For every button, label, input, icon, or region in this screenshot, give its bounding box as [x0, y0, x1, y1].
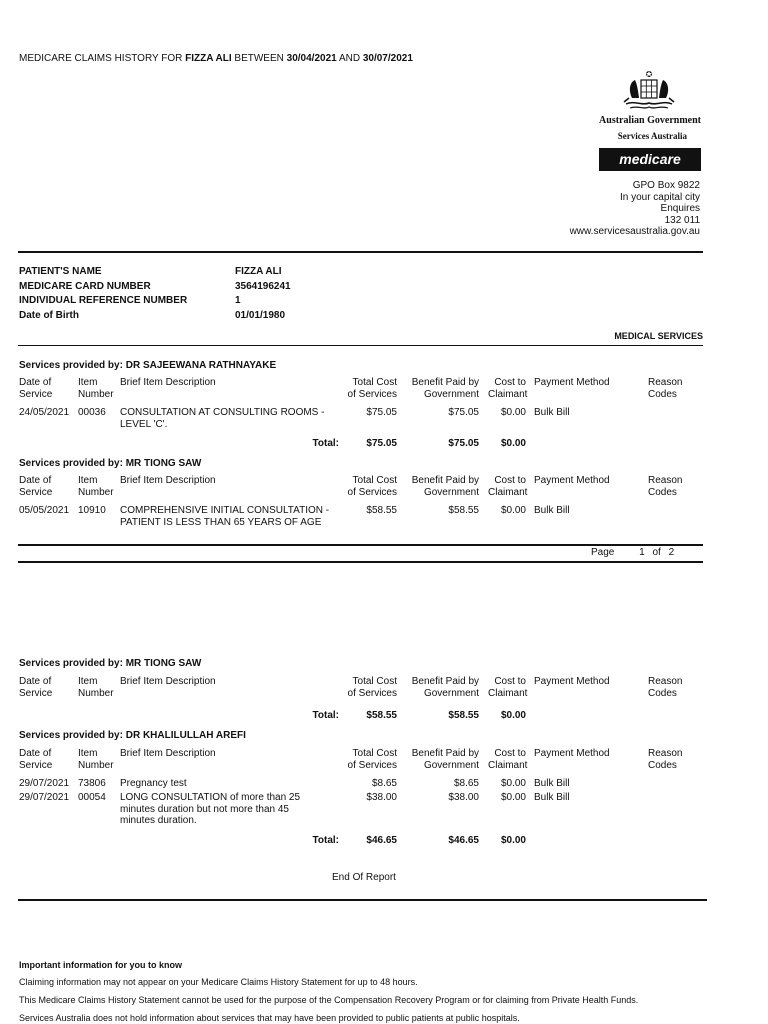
col-header-benefit: Benefit Paid by Government	[411, 377, 479, 400]
page-total: 2	[668, 547, 675, 558]
total-cost: $46.65	[366, 835, 397, 846]
col-header-item: Item Number	[78, 377, 114, 400]
row-payment: Bulk Bill	[534, 407, 570, 418]
total-benefit: $58.55	[448, 710, 479, 721]
row-claimant: $0.00	[500, 505, 526, 516]
row-benefit: $8.65	[453, 778, 479, 789]
divider	[18, 899, 707, 901]
row-item: 10910	[78, 505, 106, 516]
col-header-total-cost: Total Cost of Services	[347, 475, 397, 498]
agency-website: www.servicesaustralia.gov.au	[569, 226, 700, 237]
total-label: Total:	[312, 710, 339, 721]
divider	[18, 561, 703, 563]
row-description: LONG CONSULTATION of more than 25 minutes duration but not more than 45 minutes duration.	[120, 792, 301, 826]
row-date: 05/05/2021	[19, 505, 70, 516]
total-claimant: $0.00	[500, 438, 526, 449]
col-header-description: Brief Item Description	[120, 475, 216, 486]
row-claimant: $0.00	[500, 778, 526, 789]
total-label: Total:	[312, 438, 339, 449]
col-header-date: Date of Service	[19, 475, 53, 498]
section-title: MEDICAL SERVICES	[614, 331, 703, 341]
end-of-report: End Of Report	[332, 872, 396, 883]
coat-of-arms-icon	[620, 68, 678, 112]
col-header-payment: Payment Method	[534, 676, 610, 687]
report-start-date: 30/04/2021	[286, 53, 337, 64]
total-benefit: $46.65	[448, 835, 479, 846]
col-header-date: Date of Service	[19, 676, 53, 699]
total-cost: $75.05	[366, 438, 397, 449]
provider-heading: Services provided by: MR TIONG SAW	[19, 458, 202, 469]
col-header-total-cost: Total Cost of Services	[347, 676, 397, 699]
page-current: 1	[639, 547, 645, 558]
agency-address: GPO Box 9822 In your capital city Enquires 132 011 www.servicesaustralia.gov.au	[540, 180, 700, 238]
col-header-item: Item Number	[78, 676, 114, 699]
total-label: Total:	[312, 835, 339, 846]
col-header-benefit: Benefit Paid by Government	[411, 748, 479, 771]
row-total-cost: $75.05	[366, 407, 397, 418]
row-item: 00054	[78, 792, 106, 803]
total-cost: $58.55	[366, 710, 397, 721]
row-description: Pregnancy test	[120, 778, 187, 789]
col-header-claimant: Cost to Claimant	[488, 748, 528, 771]
row-total-cost: $8.65	[371, 778, 397, 789]
report-title: MEDICARE CLAIMS HISTORY FOR FIZZA ALI BETWEEN 30/04/2021 AND 30/07/2021	[19, 53, 413, 64]
total-claimant: $0.00	[500, 710, 526, 721]
row-date: 29/07/2021	[19, 778, 70, 789]
row-claimant: $0.00	[500, 407, 526, 418]
col-header-item: Item Number	[78, 748, 114, 771]
row-claimant: $0.00	[500, 792, 526, 803]
col-header-reason: Reason Codes	[648, 748, 683, 771]
col-header-date: Date of Service	[19, 748, 53, 771]
col-header-date: Date of Service	[19, 377, 53, 400]
col-header-reason: Reason Codes	[648, 475, 683, 498]
department-label: Services Australia	[617, 131, 687, 141]
row-date: 29/07/2021	[19, 792, 70, 803]
row-benefit: $38.00	[448, 792, 479, 803]
row-payment: Bulk Bill	[534, 505, 570, 516]
col-header-description: Brief Item Description	[120, 676, 216, 687]
row-description: COMPREHENSIVE INITIAL CONSULTATION - PATIENT IS LESS THAN 65 YEARS OF AGE	[120, 505, 330, 528]
divider	[18, 345, 703, 346]
row-benefit: $75.05	[448, 407, 479, 418]
col-header-payment: Payment Method	[534, 748, 610, 759]
row-total-cost: $58.55	[366, 505, 397, 516]
col-header-benefit: Benefit Paid by Government	[411, 676, 479, 699]
medicare-logo: medicare	[599, 148, 701, 171]
provider-heading: Services provided by: DR SAJEEWANA RATHNAYAKE	[19, 360, 277, 371]
col-header-reason: Reason Codes	[648, 676, 683, 699]
col-header-claimant: Cost to Claimant	[488, 377, 528, 400]
row-total-cost: $38.00	[366, 792, 397, 803]
col-header-item: Item Number	[78, 475, 114, 498]
individual-reference-number: 1	[235, 295, 241, 306]
row-payment: Bulk Bill	[534, 792, 570, 803]
divider	[18, 544, 703, 546]
row-date: 24/05/2021	[19, 407, 70, 418]
divider	[18, 251, 703, 253]
row-benefit: $58.55	[448, 505, 479, 516]
col-header-payment: Payment Method	[534, 377, 610, 388]
col-header-total-cost: Total Cost of Services	[347, 377, 397, 400]
col-header-reason: Reason Codes	[648, 377, 683, 400]
col-header-payment: Payment Method	[534, 475, 610, 486]
col-header-total-cost: Total Cost of Services	[347, 748, 397, 771]
page-indicator: Page 1 of 2	[591, 547, 675, 558]
medicare-card-number: 3564196241	[235, 280, 291, 292]
government-label: Australian Government	[599, 115, 701, 126]
report-patient-name: FIZZA ALI	[185, 53, 232, 64]
col-header-benefit: Benefit Paid by Government	[411, 475, 479, 498]
row-item: 73806	[78, 778, 106, 789]
provider-heading: Services provided by: DR KHALILULLAH AREFI	[19, 730, 246, 741]
total-claimant: $0.00	[500, 835, 526, 846]
patient-name: FIZZA ALI	[235, 266, 282, 277]
report-end-date: 30/07/2021	[362, 53, 413, 64]
info-line: Services Australia does not hold information about services that may have been provided to public patients at public hospitals.	[19, 1013, 520, 1023]
row-item: 00036	[78, 407, 106, 418]
info-title: Important information for you to know	[19, 960, 182, 970]
col-header-claimant: Cost to Claimant	[488, 676, 528, 699]
row-description: CONSULTATION AT CONSULTING ROOMS - LEVEL 'C'.	[120, 407, 325, 430]
col-header-claimant: Cost to Claimant	[488, 475, 528, 498]
provider-heading: Services provided by: MR TIONG SAW	[19, 658, 202, 669]
info-line: This Medicare Claims History Statement cannot be used for the purpose of the Compensation Recovery Program or for claiming from Private Health Funds.	[19, 995, 639, 1005]
info-line: Claiming information may not appear on your Medicare Claims History Statement for up to 48 hours.	[19, 977, 418, 987]
patient-values	[235, 265, 291, 323]
total-benefit: $75.05	[448, 438, 479, 449]
col-header-description: Brief Item Description	[120, 748, 216, 759]
date-of-birth: 01/01/1980	[235, 309, 286, 321]
patient-labels: PATIENT'S NAME MEDICARE CARD NUMBER INDIVIDUAL REFERENCE NUMBER Date of Birth	[19, 266, 188, 321]
row-payment: Bulk Bill	[534, 778, 570, 789]
col-header-description: Brief Item Description	[120, 377, 216, 388]
